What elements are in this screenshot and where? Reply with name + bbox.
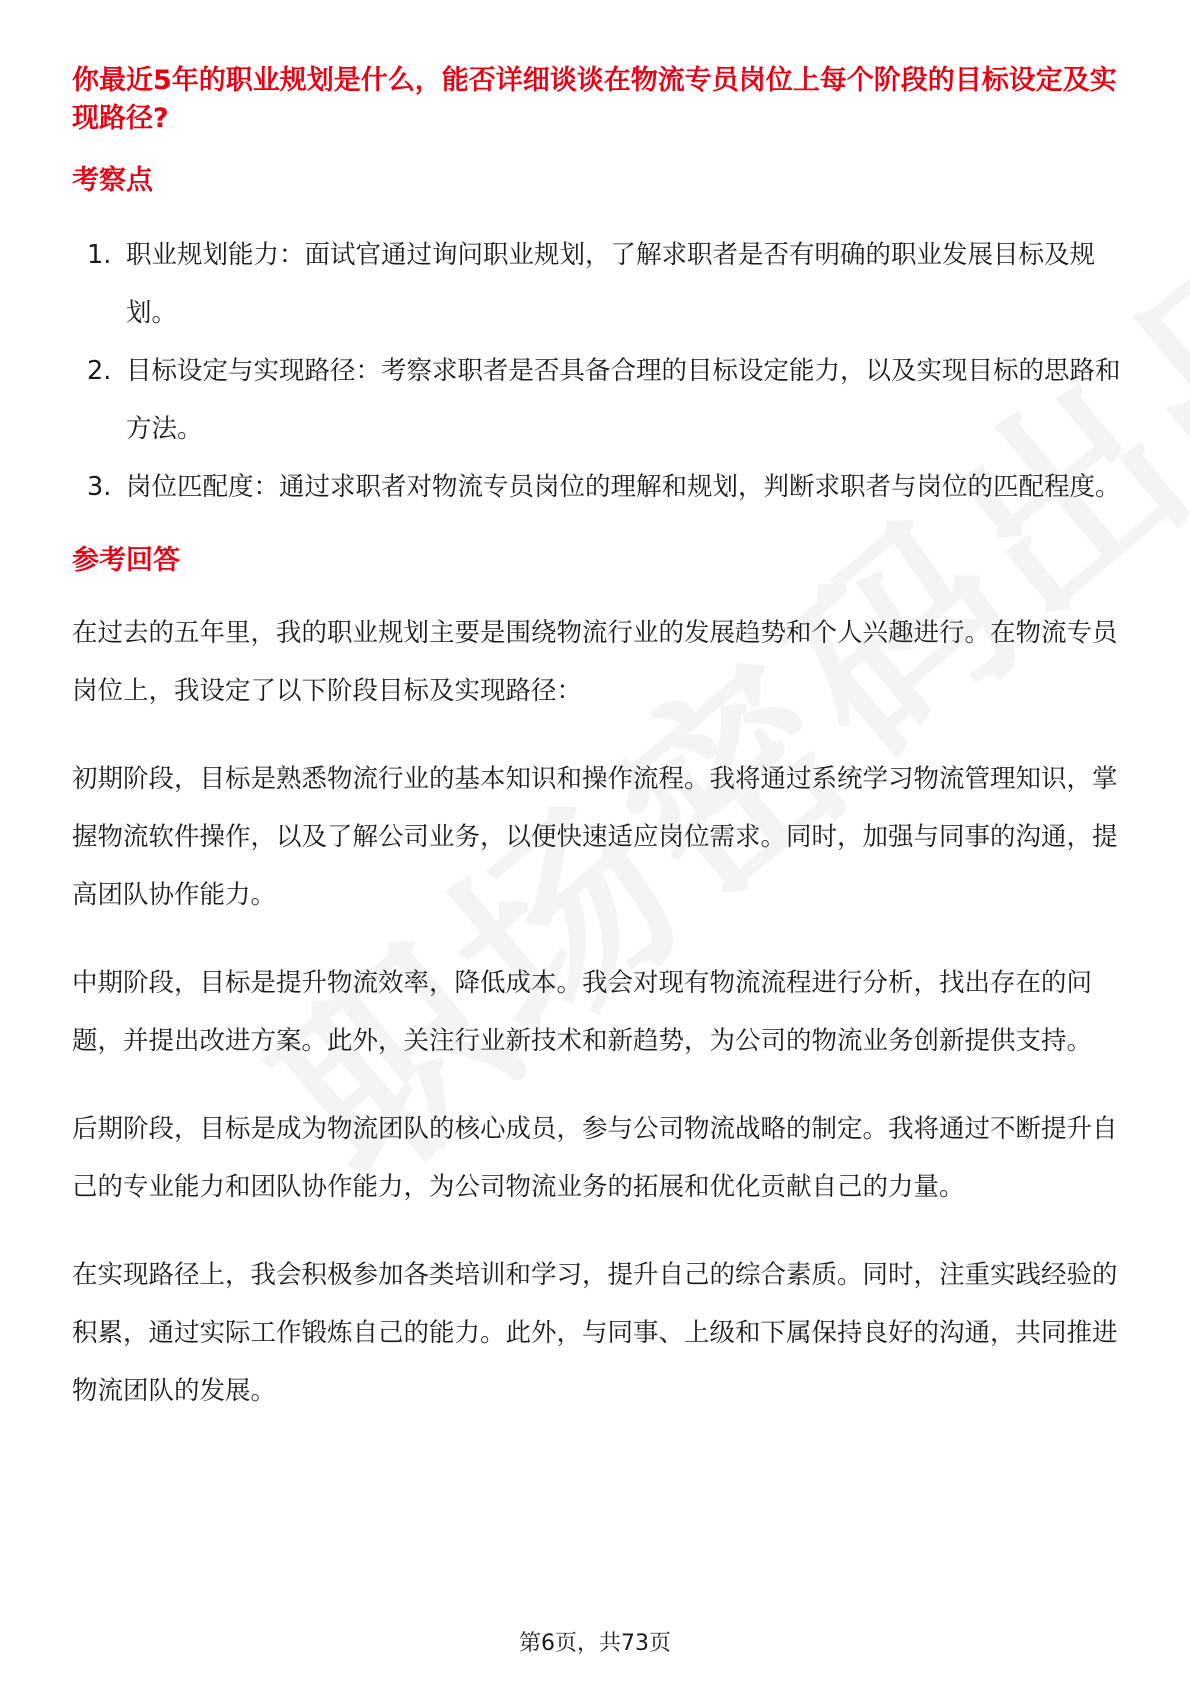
list-item-text: 岗位匹配度：通过求职者对物流专员岗位的理解和规划，判断求职者与岗位的匹配程度。 xyxy=(126,472,1121,502)
points-list xyxy=(72,226,1122,516)
answer-paragraph: 在过去的五年里，我的职业规划主要是围绕物流行业的发展趋势和个人兴趣进行。在物流专员岗位上，我设定了以下阶段目标及实现路径： xyxy=(72,618,1118,706)
list-item xyxy=(72,458,1122,516)
list-item-text: 目标设定与实现路径：考察求职者是否具备合理的目标设定能力，以及实现目标的思路和方法。 xyxy=(126,356,1121,444)
list-item xyxy=(72,226,1122,342)
list-item-text: 职业规划能力：面试官通过询问职业规划，了解求职者是否有明确的职业发展目标及规划。 xyxy=(126,240,1096,328)
answer-paragraph: 初期阶段，目标是熟悉物流行业的基本知识和操作流程。我将通过系统学习物流管理知识，掌握物流软件操作，以及了解公司业务，以便快速适应岗位需求。同时，加强与同事的沟通，提高团队协作能力。 xyxy=(72,764,1118,910)
list-item-number: 3. xyxy=(87,472,112,502)
list-item-number: 1. xyxy=(87,240,112,270)
answer-heading: 参考回答 xyxy=(72,545,180,576)
question-title: 你最近5年的职业规划是什么，能否详细谈谈在物流专员岗位上每个阶段的目标设定及实现路径? xyxy=(72,65,1117,134)
page-number: 第6页，共73页 xyxy=(519,1631,671,1656)
points-heading: 考察点 xyxy=(72,165,153,196)
answer-paragraph: 在实现路径上，我会积极参加各类培训和学习，提升自己的综合素质。同时，注重实践经验的积累，通过实际工作锻炼自己的能力。此外，与同事、上级和下属保持良好的沟通，共同推进物流团队的发展。 xyxy=(72,1260,1118,1406)
list-item xyxy=(72,342,1122,458)
answer-paragraph: 后期阶段，目标是成为物流团队的核心成员，参与公司物流战略的制定。我将通过不断提升自己的专业能力和团队协作能力，为公司物流业务的拓展和优化贡献自己的力量。 xyxy=(72,1114,1118,1202)
list-item-number: 2. xyxy=(87,356,112,386)
answer-paragraph: 中期阶段，目标是提升物流效率，降低成本。我会对现有物流流程进行分析，找出存在的问题，并提出改进方案。此外，关注行业新技术和新趋势，为公司的物流业务创新提供支持。 xyxy=(72,968,1093,1056)
document-page xyxy=(72,62,1122,1420)
